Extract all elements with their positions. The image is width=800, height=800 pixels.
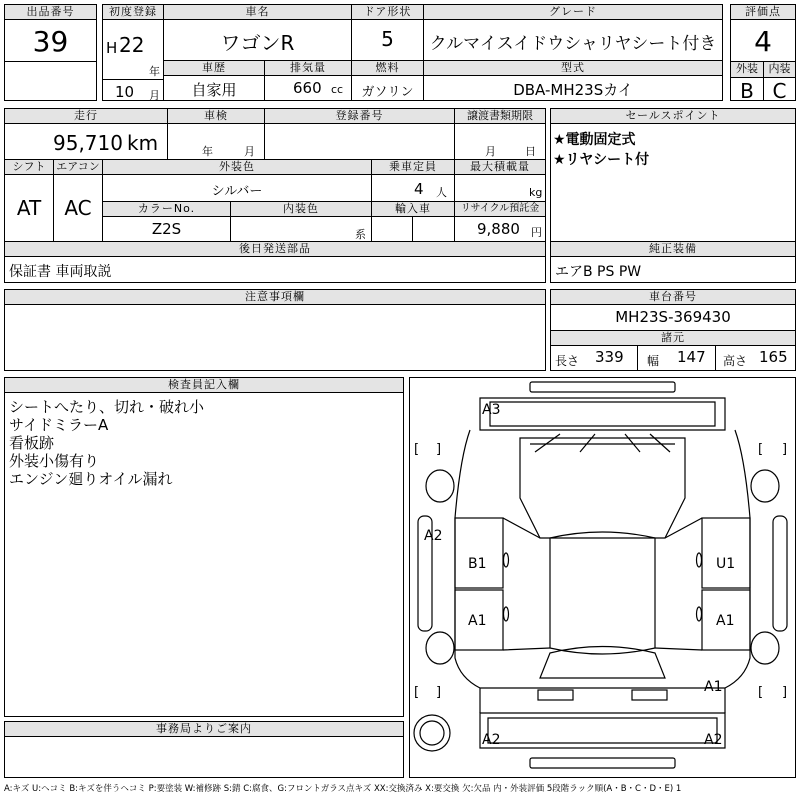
car-name-header: 車名 (163, 4, 352, 20)
displacement-box (264, 60, 352, 101)
first-registration-box (102, 4, 164, 101)
color-number: Z2S (151, 220, 182, 238)
shift-box (4, 159, 54, 242)
mileage-unit: km (127, 131, 159, 155)
dim-split-2 (715, 346, 716, 370)
length-label: 長さ (555, 354, 580, 368)
fuel: ガソリン (361, 85, 414, 100)
damage-mark-left-door-front: A1 (468, 613, 487, 629)
interior-color-unit: 系 (355, 228, 366, 241)
displacement: 660 (293, 79, 322, 97)
inspector-note-5: エンジン廻りオイル漏れ (9, 470, 173, 488)
height-label: 高さ (723, 354, 748, 368)
mileage: 95,710 (53, 131, 123, 155)
history-box (163, 60, 265, 101)
inspection-month-unit: 月 (244, 145, 255, 158)
sales-point-1: ★電動固定式 (553, 132, 636, 148)
exterior-header: 外装 (730, 61, 764, 78)
fuel-box (351, 60, 424, 101)
svg-text:]: ] (782, 685, 788, 700)
transfer-month-unit: 月 (485, 145, 496, 158)
history-header: 車歴 (163, 60, 265, 76)
max-load-header: 最大積載量 (454, 159, 546, 175)
inspector-note-4: 外装小傷有り (9, 452, 100, 470)
length: 339 (595, 348, 624, 366)
registration-month: 10 (115, 83, 135, 101)
svg-text:]: ] (436, 442, 442, 457)
transfer-deadline-box (454, 108, 546, 160)
inspection-box (167, 108, 265, 160)
recycle-box (454, 201, 546, 242)
transfer-day-unit: 日 (525, 145, 536, 158)
car-diagram-box (409, 377, 796, 778)
transfer-deadline-header: 譲渡書類期限 (454, 108, 546, 124)
history: 自家用 (191, 81, 237, 99)
equipment-box (550, 241, 796, 283)
interior-header: 内装 (763, 61, 796, 78)
later-parts-box (4, 241, 546, 283)
mileage-header: 走行 (4, 108, 168, 124)
equipment: エアB PS PW (555, 264, 642, 280)
legend: A:キズ U:ヘコミ B:キズを伴うヘコミ P:要塗装 W:補修跡 S:錆 C:腐食、G:フロントガラス点キズ XX:交換済み X:要交換 欠:欠品 内・外装評価 5段階ラック順(A・B・C・D・E) 1 (4, 784, 682, 794)
svg-text:[: [ (758, 685, 764, 700)
lot-number-header: 出品番号 (4, 4, 97, 20)
capacity-box (371, 159, 455, 202)
svg-text:[: [ (414, 685, 420, 700)
score: 4 (754, 25, 772, 58)
later-parts: 保証書 車両取説 (9, 264, 112, 280)
exterior-color: シルバー (211, 184, 263, 199)
reg-divider (103, 79, 163, 80)
import-header: 輸入車 (371, 201, 455, 217)
era: H (106, 39, 118, 57)
recycle-header: リサイクル預託金 (454, 201, 546, 217)
inspection-year-unit: 年 (202, 145, 213, 158)
inspector-header: 検査員記入欄 (4, 377, 404, 393)
svg-text:[: [ (414, 442, 420, 457)
damage-mark-front-right: A2 (704, 732, 723, 748)
color-number-header: カラーNo. (102, 201, 231, 217)
displacement-unit: cc (331, 83, 344, 96)
import-box (371, 201, 455, 242)
interior-color-header: 内装色 (230, 201, 372, 217)
inspector-note-3: 看板跡 (9, 434, 55, 452)
grade-text: クルマイスイドウシャリヤシート付き (429, 34, 717, 54)
registration-year: 22 (119, 33, 145, 57)
exterior-grade: B (740, 79, 754, 103)
exterior-color-box (102, 159, 372, 202)
capacity: 4 (414, 180, 424, 198)
door-box (351, 4, 424, 61)
capacity-header: 乗車定員 (371, 159, 455, 175)
inspection-header: 車検 (167, 108, 265, 124)
aircon: AC (64, 196, 92, 220)
chassis-header: 車台番号 (550, 289, 796, 305)
lot-number: 39 (32, 25, 69, 58)
equipment-header: 純正装備 (550, 241, 796, 257)
displacement-header: 排気量 (264, 60, 352, 76)
sales-point-2: ★リヤシート付 (553, 152, 650, 168)
max-load-box (454, 159, 546, 202)
svg-text:]: ] (436, 685, 442, 700)
first-registration-header: 初度登録 (102, 4, 164, 20)
mileage-box (4, 108, 168, 160)
office-header: 事務局よりご案内 (4, 721, 404, 737)
chassis-number: MH23S-369430 (615, 308, 731, 326)
inspector-note-2: サイドミラーA (9, 416, 109, 434)
recycle-unit: 円 (531, 226, 542, 239)
model-header: 型式 (423, 60, 723, 76)
car-name-box (163, 4, 352, 61)
dimensions-header: 諸元 (550, 330, 796, 346)
grade-box (423, 4, 723, 61)
color-number-box (102, 201, 231, 242)
score-box (730, 4, 796, 101)
max-load-unit: kg (529, 186, 543, 199)
door-header: ドア形状 (351, 4, 424, 20)
svg-text:]: ] (782, 442, 788, 457)
width-label: 幅 (647, 354, 660, 368)
lot-number-box (4, 4, 97, 101)
damage-mark-right-front: A1 (704, 679, 723, 695)
shift: AT (16, 196, 42, 220)
capacity-unit: 人 (436, 186, 447, 199)
sales-point-box (550, 108, 796, 242)
model: DBA-MH23Sカイ (513, 81, 633, 99)
fuel-header: 燃料 (351, 60, 424, 76)
aircon-header: エアコン (53, 159, 103, 175)
year-unit: 年 (149, 65, 160, 78)
inspector-box (4, 377, 404, 717)
svg-text:[: [ (758, 442, 764, 457)
interior-color-box (230, 201, 372, 242)
model-box (423, 60, 723, 101)
registration-number-box (264, 108, 455, 160)
notes-box (4, 289, 546, 371)
damage-mark-top-rear: A3 (482, 402, 501, 418)
shift-header: シフト (4, 159, 54, 175)
notes-header: 注意事項欄 (4, 289, 546, 305)
lot-divider (5, 61, 96, 62)
damage-mark-front-left: A2 (482, 732, 501, 748)
chassis-box (550, 289, 796, 371)
interior-grade: C (772, 79, 787, 103)
damage-mark-left-side: A2 (424, 528, 443, 544)
car-name: ワゴンR (220, 31, 295, 55)
damage-mark-right-door-rear: U1 (716, 556, 736, 572)
dim-split-1 (637, 346, 638, 370)
import-split (412, 217, 413, 241)
grade-header: グレード (423, 4, 723, 20)
door-count: 5 (381, 27, 394, 51)
exterior-color-header: 外装色 (102, 159, 372, 175)
inspector-note-1: シートへたり、切れ・破れ小 (9, 398, 205, 416)
damage-mark-right-door-front: A1 (716, 613, 735, 629)
damage-mark-left-door-rear: B1 (468, 556, 487, 572)
later-parts-header: 後日発送部品 (4, 241, 546, 257)
office-box (4, 721, 404, 778)
width: 147 (677, 348, 706, 366)
car-diagram (410, 378, 795, 777)
score-header: 評価点 (730, 4, 796, 20)
registration-number-header: 登録番号 (264, 108, 455, 124)
sales-point-header: セールスポイント (550, 108, 796, 124)
recycle-amount: 9,880 (477, 220, 520, 238)
aircon-box (53, 159, 103, 242)
month-unit: 月 (149, 89, 160, 102)
height: 165 (759, 348, 788, 366)
